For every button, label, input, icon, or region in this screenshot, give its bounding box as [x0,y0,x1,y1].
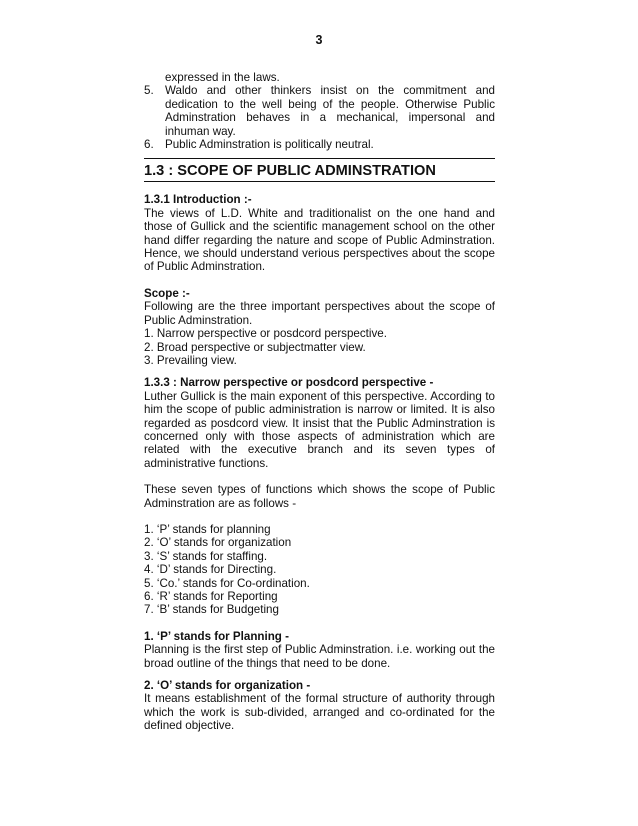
function-item: 7. ‘B’ stands for Budgeting [144,603,279,617]
list-item-number: 6. [144,138,154,152]
function-item: 3. ‘S’ stands for staffing. [144,549,268,563]
function-item: 1. ‘P’ stands for planning [144,522,271,536]
intro-continuation: expressed in the laws. [165,71,280,84]
list-item-number: 5. [144,84,154,98]
section-title [144,159,495,182]
section-title-text: 1.3 : SCOPE OF PUBLIC ADMINSTRATION [144,162,436,182]
scope-item: 1. Narrow perspective or posdcord perspective. [144,327,387,341]
list-item-text: Public Adminstration is politically neutral. [165,138,374,152]
planning-heading: 1. ‘P’ stands for Planning - [144,629,289,643]
page-number: 3 [315,33,323,47]
introduction-heading: 1.3.1 Introduction :- [144,193,252,207]
scope-heading: Scope :- [144,286,190,300]
list-item-text: Waldo and other thinkers insist on the commitment and dedication to the well being of the people. Otherwise Public Adminstration behaves in a mechanical, impersonal and inhuman way. [165,84,495,138]
function-item: 4. ‘D’ stands for Directing. [144,563,277,577]
scope-item: 3. Prevailing view. [144,353,237,367]
list-item [144,138,495,151]
organization-text: It means establishment of the formal structure of authority through which the work is sub-divided, arranged and co-ordinated for the defined objective. [144,692,495,733]
organization-heading: 2. ‘O’ stands for organization - [144,679,311,693]
planning-text: Planning is the first step of Public Adminstration. i.e. working out the broad outline of the things that need to be done. [144,643,495,670]
function-item: 2. ‘O’ stands for organization [144,536,292,550]
introduction-text: The views of L.D. White and traditionalist on the one hand and those of Gullick and the scientific management school on the other hand differ regarding the nature and scope of Public Adminstration. Hence, we should understand verious perspectives about the scope of Public Adminstration. [144,206,495,274]
scope-item: 2. Broad perspective or subjectmatter view. [144,340,366,354]
narrow-text: Luther Gullick is the main exponent of this perspective. According to him the scope of public administration is narrow or limited. It is also regarded as posdcord view. It insist that the Public Adminstration is concerned only with those aspects of administration which are related with the executive branch and its seven types of administrative functions. [144,389,495,470]
function-item: 6. ‘R’ stands for Reporting [144,590,278,603]
page-content [144,71,495,733]
functions-intro: These seven types of functions which shows the scope of Public Adminstration are as follows - [144,483,495,510]
list-item [144,84,495,138]
scope-text: Following are the three important perspectives about the scope of Public Adminstration. [144,300,495,327]
narrow-heading: 1.3.3 : Narrow perspective or posdcord perspective - [144,376,434,390]
function-item: 5. ‘Co.’ stands for Co-ordination. [144,576,310,590]
